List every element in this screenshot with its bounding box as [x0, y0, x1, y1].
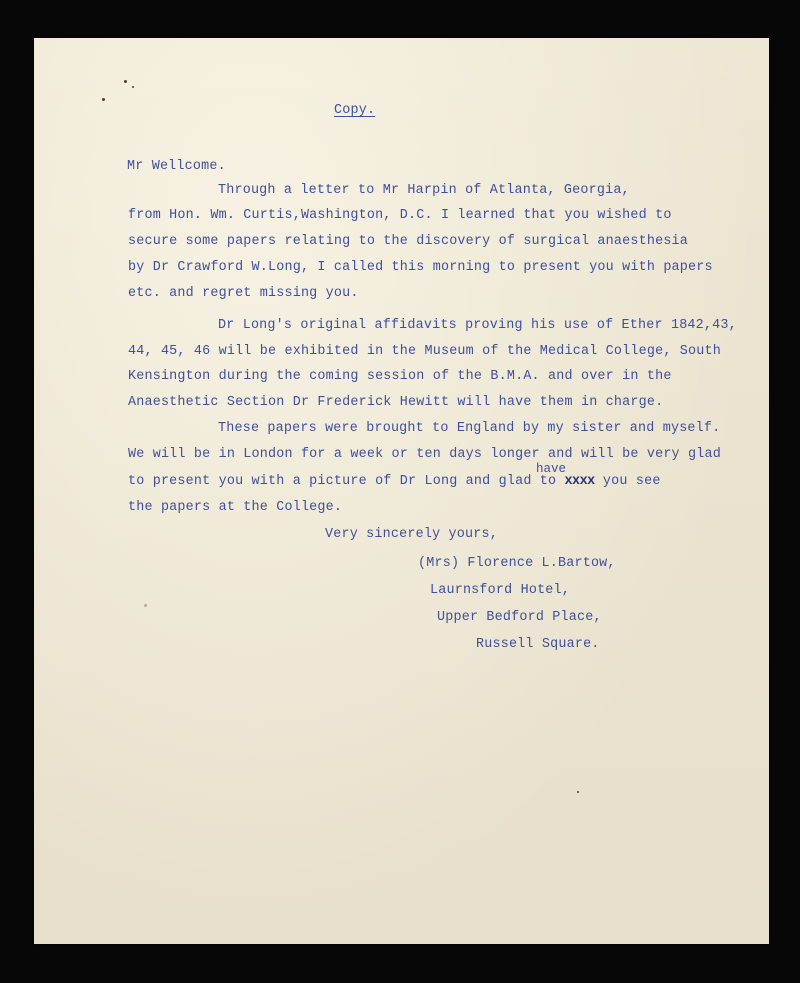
paper-speck — [144, 604, 147, 607]
letter-line: Through a letter to Mr Harpin of Atlanta, Georgia, — [218, 183, 630, 198]
letter-line: the papers at the College. — [128, 500, 343, 515]
address-line: Russell Square. — [476, 637, 600, 652]
letter-line: Dr Long's original affidavits proving his use of Ether 1842,43, — [218, 318, 737, 333]
letter-line-with-correction — [128, 474, 661, 490]
letter-line: Anaesthetic Section Dr Frederick Hewitt will have them in charge. — [128, 395, 664, 410]
address-line: Upper Bedford Place, — [437, 610, 602, 625]
paper-speck — [577, 791, 579, 793]
copy-heading: Copy. — [334, 103, 376, 118]
interlinear-insertion: have — [536, 462, 567, 476]
paper-speck — [102, 98, 105, 101]
letter-line: etc. and regret missing you. — [128, 286, 359, 301]
letter-line: We will be in London for a week or ten days longer and will be very glad — [128, 447, 721, 462]
letter-line: from Hon. Wm. Curtis,Washington, D.C. I learned that you wished to — [128, 208, 672, 223]
closing: Very sincerely yours, — [325, 527, 498, 542]
letter-line: These papers were brought to England by my sister and myself. — [218, 421, 721, 436]
text-after-correction: you see — [602, 474, 661, 489]
paper-speck — [132, 86, 134, 88]
struck-out-word: xxxx — [564, 474, 595, 489]
paper-speck — [124, 80, 127, 83]
salutation: Mr Wellcome. — [127, 159, 226, 174]
letter-line: secure some papers relating to the discovery of surgical anaesthesia — [128, 234, 689, 249]
letter-line: Kensington during the coming session of the B.M.A. and over in the — [128, 369, 672, 384]
letter-line: 44, 45, 46 will be exhibited in the Museum of the Medical College, South — [128, 344, 721, 359]
address-line: Laurnsford Hotel, — [430, 583, 571, 598]
letter-line: by Dr Crawford W.Long, I called this morning to present you with papers — [128, 260, 713, 275]
signature: (Mrs) Florence L.Bartow, — [418, 556, 616, 571]
text-before-correction: to present you with a picture of Dr Long and glad to — [128, 474, 557, 489]
